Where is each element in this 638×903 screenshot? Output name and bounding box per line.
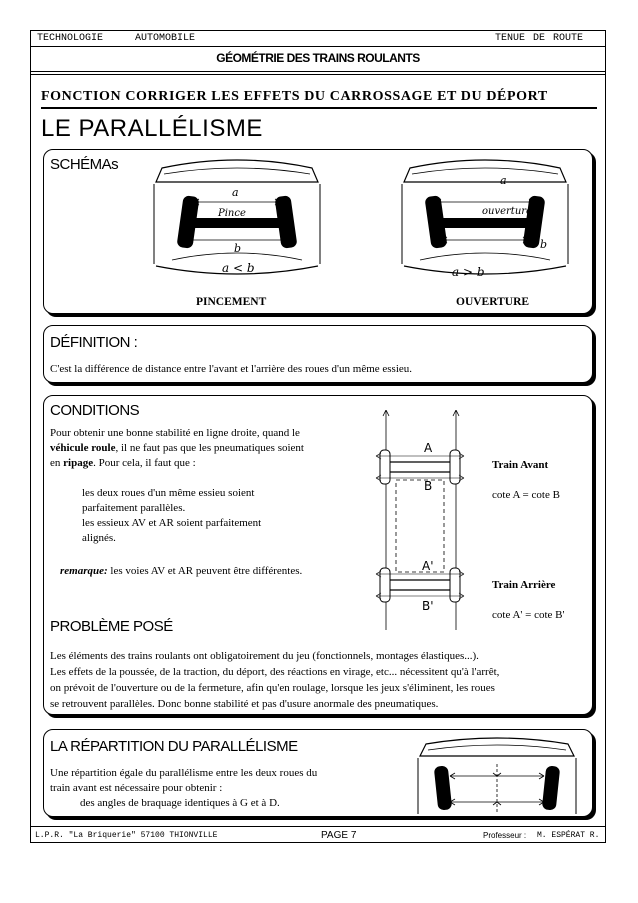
remark-label: remarque: [60,565,108,577]
pince-relation: a < b [222,261,255,275]
definition-title: DÉFINITION : [50,334,138,351]
intro-line-2 [50,441,370,456]
header-right: TENUE DE ROUTE [495,33,584,44]
pincement-diagram [142,154,332,282]
repartition-box [43,729,593,817]
remark [60,564,380,579]
axle-diagram [360,410,480,630]
ouverture-label: OUVERTURE [456,296,530,308]
axle-label-b2: B' [422,599,434,613]
pincement-label: PINCEMENT [196,296,267,308]
intro-line-1: Pour obtenir une bonne stabilité en ligne droite, quand le [50,427,300,439]
ouv-b: b [540,238,548,251]
condition-item-2 [82,516,342,546]
axle-label-a2: A' [422,559,434,573]
item1-line-a: les deux roues d'un même essieu soient [82,487,255,499]
intro-bold-1: véhicule roule [50,442,116,454]
ouv-word: ouverture [482,206,532,217]
repartition-diagram [412,734,582,814]
cote-arriere: cote A' = cote B' [492,609,565,621]
probleme-line-2: Les effets de la poussée, de la traction, du déport, des réactions en virage, etc... nécessitent qu'à l'arrêt, [50,666,500,678]
probleme-line-1: Les éléments des trains roulants ont obligatoirement du jeu (fonctionnels, montages élastiques...). [50,650,479,662]
intro-rest-3: . Pour cela, il faut que : [93,457,196,469]
probleme-line-3: on prévoit de l'ouverture ou de la fermeture, afin qu'en roulage, lorsque les jeux s'éliminent, les roues [50,682,495,694]
footer-school: L.P.R. "La Briquerie" 57100 THIONVILLE [35,831,218,840]
ouverture-diagram [390,154,580,282]
subtitle-rule [31,71,605,72]
intro-rest-2: , il ne faut pas que les pneumatiques soient [115,442,304,454]
footer-prof-name: M. ESPÉRAT R. [537,831,600,840]
item1-line-b: parfaitement parallèles. [82,502,186,514]
definition-box [43,325,593,383]
pince-word: Pince [218,208,246,219]
intro-pre-3: en [50,457,64,469]
page-footer [31,826,605,843]
header-left: TECHNOLOGIE [37,33,104,44]
condition-item-1 [82,486,342,516]
definition-text: C'est la différence de distance entre l'avant et l'arrière des roues d'un même essieu. [50,363,413,375]
page-frame [30,30,606,843]
probleme-text [50,648,590,712]
conditions-title: CONDITIONS [50,402,140,419]
probleme-line-4: se retrouvent parallèles. Donc bonne stabilité et pas d'usure anormale des pneumatiques. [50,698,439,710]
axle-label-b: B [424,479,433,493]
repartition-title: LA RÉPARTITION DU PARALLÉLISME [50,738,298,755]
conditions-box [43,395,593,715]
pince-b: b [234,242,242,255]
probleme-title: PROBLÈME POSÉ [50,618,173,635]
item2-line-b: alignés. [82,532,116,544]
main-title: LE PARALLÉLISME [41,115,263,142]
page-header [31,31,605,47]
subtitle-rule-2 [31,74,605,75]
item2-line-a: les essieux AV et AR soient parfaitement [82,517,262,529]
train-avant-label: Train Avant [492,459,549,471]
header-middle: AUTOMOBILE [135,33,196,44]
function-title: FONCTION CORRIGER LES EFFETS DU CARROSSAGE ET DU DÉPORT [41,85,597,109]
cote-avant: cote A = cote B [492,489,560,501]
intro-bold-3: ripage [63,457,94,469]
repartition-text [50,766,380,811]
footer-page: PAGE 7 [321,830,357,841]
train-arriere-label: Train Arrière [492,579,556,591]
intro-line-3 [50,456,370,471]
subtitle: GÉOMÉTRIE DES TRAINS ROULANTS [216,51,420,65]
conditions-intro [50,426,370,471]
repartition-line-1: Une répartition égale du parallélisme entre les deux roues du [50,767,318,779]
ouv-a: a [500,174,507,187]
schemas-title: SCHÉMAs [50,156,119,173]
schemas-box [43,149,593,314]
axle-label-a: A [424,441,433,455]
ouv-relation: a > b [452,265,485,279]
pince-a: a [232,186,239,199]
repartition-line-3: des angles de braquage identiques à G et à D. [80,797,280,809]
footer-prof-label: Professeur : [483,831,527,840]
repartition-line-2: train avant est nécessaire pour obtenir : [50,782,223,794]
remark-text: les voies AV et AR peuvent être différentes. [107,565,303,577]
